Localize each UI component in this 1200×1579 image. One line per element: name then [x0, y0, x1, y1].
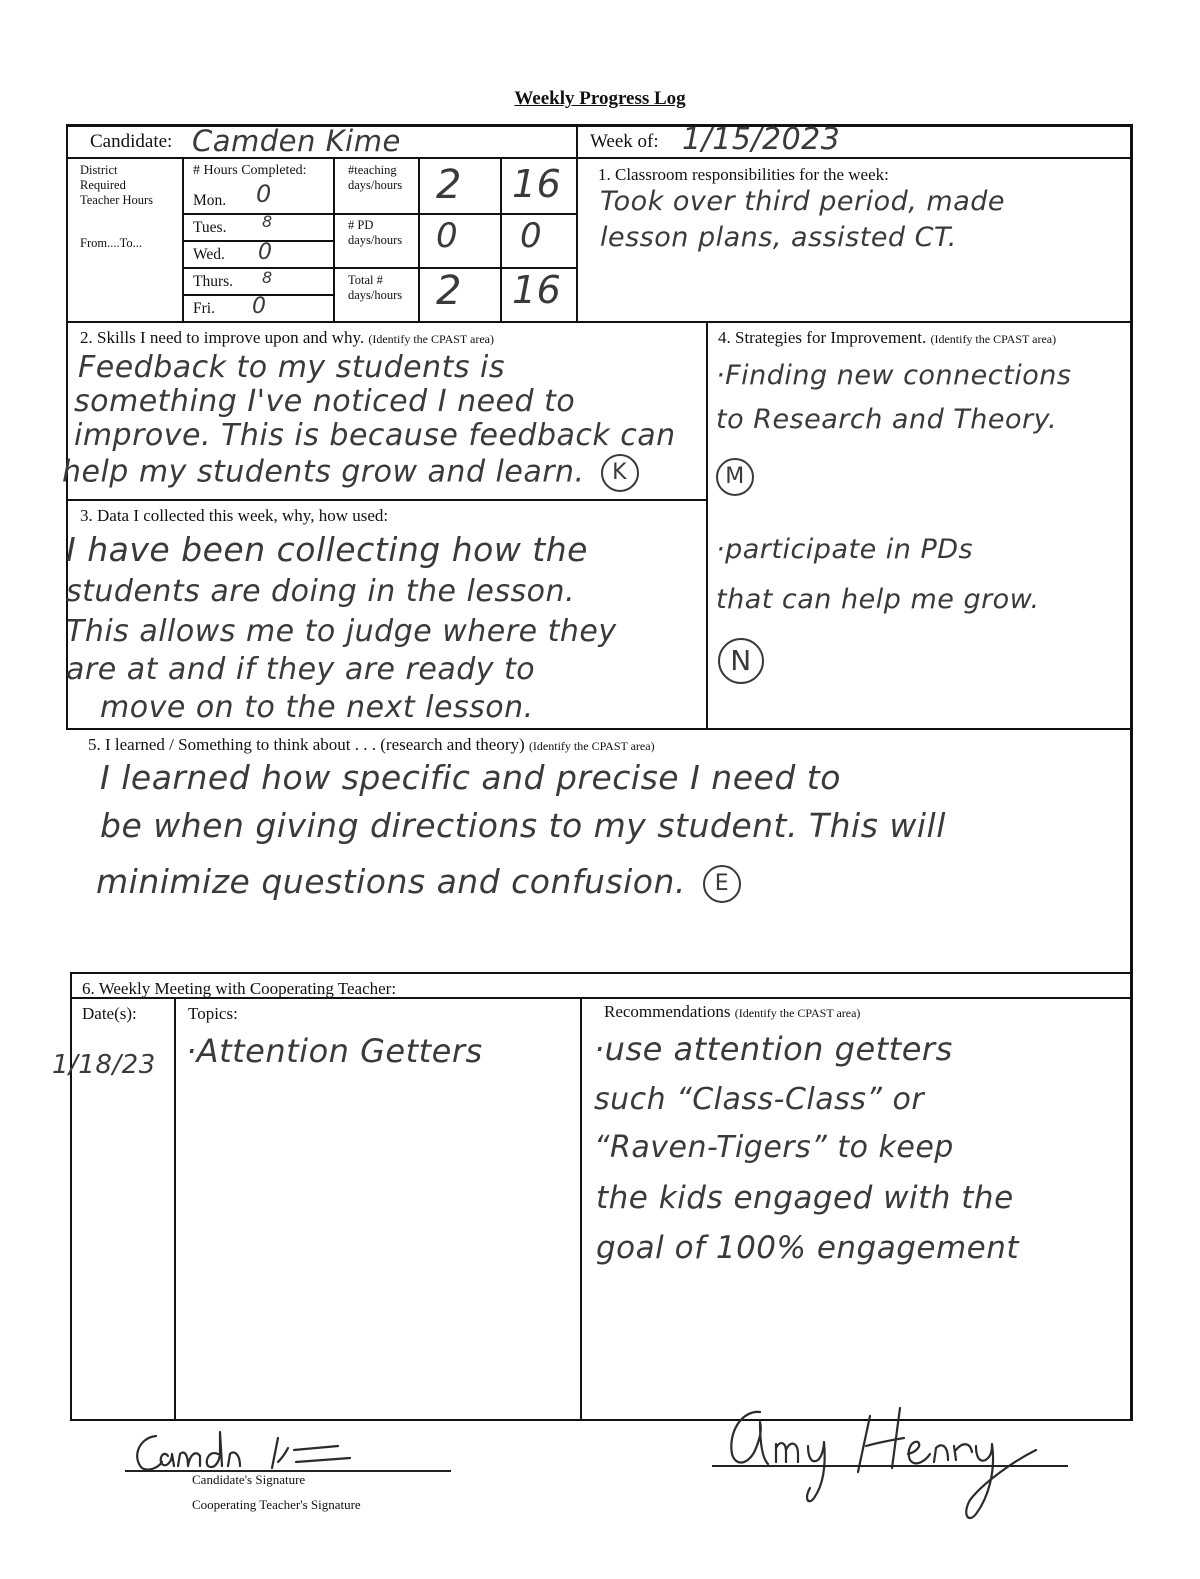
meeting-date: 1/18/23 — [52, 1050, 156, 1080]
row-divider-section6 — [70, 972, 1133, 974]
district-hours-label: District Required Teacher Hours — [80, 163, 154, 207]
section2-line-4 — [62, 454, 639, 492]
recommendation-line-1: ·use attention getters — [594, 1030, 953, 1068]
section1-line-2: lesson plans, assisted CT. — [600, 222, 957, 253]
teaching-hours-value: 16 — [512, 162, 562, 206]
section2-label-text: 2. Skills I need to improve upon and why. — [80, 328, 365, 347]
cooperating-teacher-signature-label: Cooperating Teacher's Signature — [192, 1497, 361, 1512]
section2-line-4-text: help my students grow and learn. — [62, 454, 585, 490]
section2-cpast-circle: K — [601, 454, 639, 492]
section3-label: 3. Data I collected this week, why, how used: — [80, 506, 389, 525]
recommendation-line-3: “Raven-Tigers” to keep — [594, 1130, 954, 1165]
hours-grid-line — [500, 157, 502, 322]
recommendations-label-text: Recommendations — [604, 1002, 731, 1021]
section5-line-3-text: minimize questions and confusion. — [96, 862, 686, 901]
section5-line-1: I learned how specific and precise I need to — [100, 758, 841, 797]
row-divider-section3 — [66, 499, 706, 501]
hours-grid-line — [182, 213, 576, 215]
section3-line-4: are at and if they are ready to — [66, 652, 536, 687]
topics-label: Topics: — [188, 1004, 238, 1023]
section3-line-1: I have been collecting how the — [66, 530, 588, 569]
total-days-value: 2 — [436, 268, 462, 314]
section4-label-note: (Identify the CPAST area) — [930, 332, 1057, 346]
recommendation-line-4: the kids engaged with the — [596, 1180, 1014, 1216]
section6-col-topics — [580, 997, 582, 1421]
dates-label: Date(s): — [82, 1004, 137, 1023]
recommendations-label — [604, 1002, 860, 1022]
section2-label-note: (Identify the CPAST area) — [368, 332, 494, 346]
recommendation-line-2: such “Class-Class” or — [594, 1082, 925, 1117]
cooperating-teacher-signature-line — [712, 1465, 1068, 1467]
day-value-wed: 0 — [258, 240, 273, 265]
section4-item1-line-1: ·Finding new connections — [716, 360, 1072, 391]
teaching-days-hours-label: #teaching days/hours — [348, 163, 403, 192]
recommendations-label-note: (Identify the CPAST area) — [734, 1006, 861, 1020]
teaching-days-value: 2 — [436, 162, 462, 208]
section6-left-border — [70, 972, 72, 1421]
row-divider-section5 — [66, 728, 1133, 730]
day-label-thurs: Thurs. — [193, 273, 234, 290]
section4-item2-line-1: ·participate in PDs — [716, 534, 974, 565]
page-title: Weekly Progress Log — [514, 88, 686, 109]
total-days-hours-label: Total # days/hours — [348, 273, 403, 302]
section5-label-text: 5. I learned / Something to think about . . . (research and theory) — [88, 735, 525, 754]
day-value-thurs: 8 — [262, 268, 273, 287]
section2-line-3: improve. This is because feedback can — [74, 418, 676, 453]
section2-label — [80, 328, 494, 348]
candidate-label: Candidate: — [90, 131, 173, 152]
section2-line-1: Feedback to my students is — [78, 350, 506, 385]
section4-label — [718, 328, 1056, 348]
candidate-signature-label: Candidate's Signature — [192, 1472, 306, 1487]
candidate-signature — [128, 1428, 388, 1476]
section4-item1-cpast-wrap — [716, 458, 754, 496]
col-divider-top — [576, 124, 578, 322]
day-value-mon: 0 — [256, 180, 272, 208]
section3-line-3: This allows me to judge where they — [66, 614, 617, 649]
from-to-label: From....To... — [80, 236, 142, 250]
table-right-border — [1130, 124, 1133, 1421]
section5-line-2: be when giving directions to my student. This will — [100, 806, 946, 845]
day-label-tues: Tues. — [193, 219, 227, 236]
hours-grid-line — [418, 157, 420, 322]
pd-days-hours-label: # PD days/hours — [348, 218, 403, 247]
section3-line-2: students are doing in the lesson. — [66, 574, 575, 609]
section4-item1-line-2: to Research and Theory. — [716, 404, 1058, 435]
day-label-wed: Wed. — [193, 246, 225, 263]
section6-label: 6. Weekly Meeting with Cooperating Teacher: — [82, 979, 397, 998]
section2-line-2: something I've noticed I need to — [74, 384, 576, 419]
row-divider-hours — [66, 321, 1133, 323]
section1-label: 1. Classroom responsibilities for the week: — [598, 165, 889, 184]
section5-label-note: (Identify the CPAST area) — [528, 739, 655, 753]
section4-item2-cpast-wrap — [718, 638, 764, 684]
day-value-fri: 0 — [252, 294, 267, 319]
total-hours-value: 16 — [512, 268, 562, 312]
section1-line-1: Took over third period, made — [600, 186, 1005, 217]
day-label-mon: Mon. — [193, 192, 227, 209]
pd-days-value: 0 — [436, 216, 459, 256]
section4-item2-cpast-circle: N — [718, 638, 764, 684]
candidate-name: Camden Kime — [192, 124, 401, 158]
day-label-fri: Fri. — [193, 300, 215, 317]
col-divider-mid — [706, 321, 708, 729]
meeting-topic: ·Attention Getters — [186, 1032, 483, 1070]
section4-item1-cpast-circle: M — [716, 458, 754, 496]
section3-line-5: move on to the next lesson. — [100, 690, 534, 725]
section6-col-dates — [174, 997, 176, 1421]
section4-label-text: 4. Strategies for Improvement. — [718, 328, 927, 347]
section5-line-3 — [96, 862, 741, 903]
section4-item2-line-2: that can help me grow. — [716, 584, 1040, 615]
week-of-label: Week of: — [590, 131, 659, 152]
week-of-value: 1/15/2023 — [682, 122, 841, 157]
hours-completed-label: # Hours Completed: — [193, 163, 307, 178]
recommendation-line-5: goal of 100% engagement — [596, 1230, 1020, 1266]
section5-label — [88, 735, 655, 755]
section5-cpast-circle: E — [703, 865, 741, 903]
day-value-tues: 8 — [262, 212, 273, 231]
pd-hours-value: 0 — [520, 216, 543, 256]
